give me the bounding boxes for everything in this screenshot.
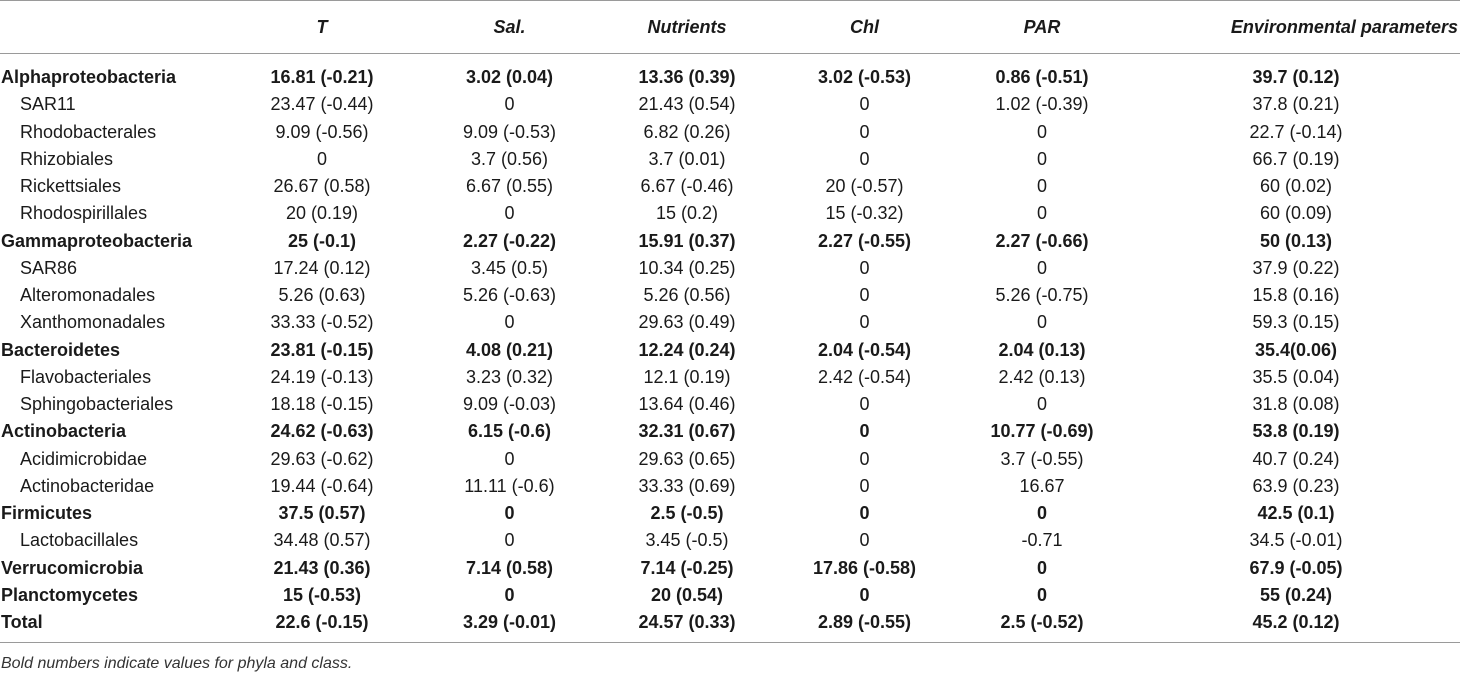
- taxon-cell: Bacteroidetes: [1, 339, 121, 360]
- env-params-cell: 22.7 (-0.14): [1249, 121, 1343, 142]
- env-params-cell: 66.7 (0.19): [1252, 148, 1340, 169]
- table-row-group: [0, 418, 1460, 445]
- nutrients-cell: 29.63 (0.49): [638, 312, 736, 333]
- nutrients-cell: 2.5 (-0.5): [650, 503, 724, 524]
- table-row-group: [0, 555, 1460, 582]
- par-cell: 0: [1036, 257, 1047, 278]
- t-cell: 15 (-0.53): [282, 584, 362, 605]
- par-cell: 0: [1036, 503, 1047, 524]
- t-cell: 0: [316, 148, 327, 169]
- env-params-cell: 63.9 (0.23): [1252, 475, 1340, 496]
- env-params-cell: 37.9 (0.22): [1252, 257, 1340, 278]
- env-params-cell: 34.5 (-0.01): [1249, 530, 1343, 551]
- par-cell: 0: [1036, 312, 1047, 333]
- taxon-cell: Verrucomicrobia: [1, 557, 144, 578]
- t-cell: 18.18 (-0.15): [270, 394, 374, 415]
- chl-cell: 2.27 (-0.55): [817, 230, 912, 251]
- par-cell: 16.67: [1019, 475, 1065, 496]
- table-row-subgroup: [0, 473, 1460, 500]
- t-cell: 29.63 (-0.62): [270, 448, 374, 469]
- chl-cell: 2.42 (-0.54): [817, 366, 912, 387]
- t-cell: 9.09 (-0.56): [275, 121, 369, 142]
- t-cell: 5.26 (0.63): [278, 285, 366, 306]
- sal-cell: 0: [504, 312, 515, 333]
- sal-cell: 2.27 (-0.22): [462, 230, 557, 251]
- par-cell: 0: [1036, 584, 1047, 605]
- nutrients-cell: 3.7 (0.01): [648, 148, 726, 169]
- t-cell: 23.47 (-0.44): [270, 94, 374, 115]
- env-params-cell: 59.3 (0.15): [1252, 312, 1340, 333]
- table-footnote: Bold numbers indicate values for phyla and class.: [1, 655, 353, 673]
- taxon-cell: Firmicutes: [1, 503, 93, 524]
- env-params-cell: 42.5 (0.1): [1257, 503, 1335, 524]
- sal-cell: 9.09 (-0.53): [462, 121, 557, 142]
- nutrients-cell: 7.14 (-0.25): [640, 557, 734, 578]
- taxon-cell: Actinobacteridae: [20, 475, 155, 496]
- nutrients-cell: 6.82 (0.26): [643, 121, 731, 142]
- sal-cell: 0: [504, 584, 515, 605]
- t-cell: 21.43 (0.36): [273, 557, 371, 578]
- taxon-cell: Xanthomonadales: [20, 312, 166, 333]
- table-row-subgroup: [0, 200, 1460, 227]
- par-cell: 1.02 (-0.39): [995, 94, 1089, 115]
- chl-cell: 0: [859, 475, 870, 496]
- env-params-cell: 35.4(0.06): [1254, 339, 1338, 360]
- t-cell: 24.62 (-0.63): [270, 421, 374, 442]
- sal-cell: 0: [504, 503, 515, 524]
- table-row-subgroup: [0, 309, 1460, 336]
- chl-cell: 0: [859, 94, 870, 115]
- chl-cell: 20 (-0.57): [825, 176, 904, 197]
- nutrients-cell: 29.63 (0.65): [638, 448, 736, 469]
- t-cell: 25 (-0.1): [287, 230, 357, 251]
- header-cell-environmental-parameters: Environmental parameters: [1132, 1, 1460, 54]
- table-row-subgroup: [0, 146, 1460, 173]
- table-row-subgroup: [0, 91, 1460, 118]
- env-params-cell: 60 (0.09): [1259, 203, 1333, 224]
- taxon-cell: Rhodospirillales: [20, 203, 148, 224]
- sal-cell: 0: [504, 94, 515, 115]
- par-cell: 2.42 (0.13): [998, 366, 1086, 387]
- taxon-cell: Alteromonadales: [20, 285, 156, 306]
- taxon-cell: Alphaproteobacteria: [1, 67, 177, 88]
- nutrients-cell: 20 (0.54): [650, 584, 724, 605]
- sal-cell: 3.29 (-0.01): [422, 609, 597, 643]
- par-cell: 0: [1036, 203, 1047, 224]
- chl-cell: 0: [859, 312, 870, 333]
- env-params-cell: 67.9 (-0.05): [1249, 557, 1343, 578]
- sal-cell: 3.45 (0.5): [470, 257, 549, 278]
- sal-cell: 3.02 (0.04): [465, 67, 554, 88]
- par-cell: 0: [1036, 176, 1047, 197]
- chl-cell: 2.89 (-0.55): [777, 609, 952, 643]
- env-params-cell: 40.7 (0.24): [1252, 448, 1340, 469]
- env-params-cell: 60 (0.02): [1259, 176, 1333, 197]
- taxon-cell: Acidimicrobidae: [20, 448, 148, 469]
- taxon-cell: Rickettsiales: [20, 176, 122, 197]
- chl-cell: 0: [859, 584, 870, 605]
- nutrients-cell: 24.57 (0.33): [597, 609, 777, 643]
- env-params-cell: 50 (0.13): [1259, 230, 1333, 251]
- nutrients-cell: 21.43 (0.54): [638, 94, 736, 115]
- chl-cell: 0: [859, 121, 870, 142]
- chl-cell: 3.02 (-0.53): [817, 67, 912, 88]
- table-row-group: [0, 582, 1460, 609]
- header-cell-par: PAR: [952, 1, 1132, 54]
- nutrients-cell: 3.45 (-0.5): [645, 530, 729, 551]
- chl-cell: 0: [859, 448, 870, 469]
- taxon-cell: Planctomycetes: [1, 584, 139, 605]
- table-row-group: [0, 54, 1460, 92]
- table-row-subgroup: [0, 119, 1460, 146]
- chl-cell: 0: [859, 503, 870, 524]
- table-header: [0, 1, 1460, 54]
- chl-cell: 0: [859, 394, 870, 415]
- taxon-cell: Flavobacteriales: [20, 366, 152, 387]
- chl-cell: 0: [859, 285, 870, 306]
- nutrients-cell: 12.24 (0.24): [638, 339, 736, 360]
- par-cell: 2.27 (-0.66): [995, 230, 1089, 251]
- par-cell: 0: [1036, 557, 1047, 578]
- nutrients-cell: 5.26 (0.56): [643, 285, 731, 306]
- sal-cell: 3.7 (0.56): [470, 148, 549, 169]
- chl-cell: 17.86 (-0.58): [812, 557, 917, 578]
- header-cell-taxon: [0, 1, 222, 54]
- nutrients-cell: 15.91 (0.37): [638, 230, 736, 251]
- table-row-subgroup: [0, 282, 1460, 309]
- par-cell: 0: [1036, 148, 1047, 169]
- header-cell-t: T: [222, 1, 422, 54]
- nutrients-cell: 33.33 (0.69): [638, 475, 736, 496]
- t-cell: 16.81 (-0.21): [270, 67, 374, 88]
- t-cell: 37.5 (0.57): [278, 503, 366, 524]
- sal-cell: 6.67 (0.55): [465, 176, 554, 197]
- sal-cell: 0: [504, 530, 515, 551]
- par-cell: 2.5 (-0.52): [952, 609, 1132, 643]
- env-params-cell: 31.8 (0.08): [1252, 394, 1340, 415]
- par-cell: 10.77 (-0.69): [990, 421, 1094, 442]
- table-row-group: [0, 228, 1460, 255]
- header-cell-chl: Chl: [777, 1, 952, 54]
- par-cell: 2.04 (0.13): [998, 339, 1086, 360]
- nutrients-cell: 10.34 (0.25): [638, 257, 736, 278]
- taxon-cell: SAR11: [20, 94, 76, 115]
- par-cell: 3.7 (-0.55): [1000, 448, 1084, 469]
- t-cell: 26.67 (0.58): [273, 176, 371, 197]
- par-cell: 0.86 (-0.51): [995, 67, 1089, 88]
- taxon-cell: Gammaproteobacteria: [1, 230, 193, 251]
- taxon-cell: Rhizobiales: [20, 148, 114, 169]
- par-cell: -0.71: [1021, 530, 1063, 551]
- env-params-cell: 35.5 (0.04): [1252, 366, 1340, 387]
- par-cell: 5.26 (-0.75): [995, 285, 1089, 306]
- chl-cell: 0: [859, 530, 870, 551]
- t-cell: 19.44 (-0.64): [270, 475, 374, 496]
- sal-cell: 5.26 (-0.63): [462, 285, 557, 306]
- t-cell: 22.6 (-0.15): [222, 609, 422, 643]
- taxon-cell: Sphingobacteriales: [20, 394, 174, 415]
- nutrients-cell: 32.31 (0.67): [638, 421, 736, 442]
- header-cell-sal: Sal.: [422, 1, 597, 54]
- taxon-cell: Rhodobacterales: [20, 121, 157, 142]
- table-row-subgroup: [0, 364, 1460, 391]
- t-cell: 34.48 (0.57): [273, 530, 371, 551]
- table-row-group: [0, 337, 1460, 364]
- env-params-cell: 37.8 (0.21): [1252, 94, 1340, 115]
- env-params-cell: 39.7 (0.12): [1252, 67, 1340, 88]
- nutrients-cell: 6.67 (-0.46): [640, 176, 734, 197]
- header-cell-nutrients: Nutrients: [597, 1, 777, 54]
- env-params-cell: 45.2 (0.12): [1132, 609, 1460, 643]
- table-row-subgroup: [0, 391, 1460, 418]
- chl-cell: 2.04 (-0.54): [817, 339, 912, 360]
- taxon-cell: Total: [0, 609, 222, 643]
- env-params-cell: 55 (0.24): [1259, 584, 1333, 605]
- nutrients-cell: 13.64 (0.46): [638, 394, 736, 415]
- nutrients-cell: 15 (0.2): [655, 203, 719, 224]
- chl-cell: 15 (-0.32): [825, 203, 904, 224]
- table-row-subgroup: [0, 527, 1460, 554]
- sal-cell: 0: [504, 203, 515, 224]
- header-row: [0, 1, 1460, 54]
- table-row-subgroup: [0, 255, 1460, 282]
- sal-cell: 9.09 (-0.03): [462, 394, 557, 415]
- sal-cell: 3.23 (0.32): [465, 366, 554, 387]
- t-cell: 23.81 (-0.15): [270, 339, 374, 360]
- sal-cell: 6.15 (-0.6): [467, 421, 552, 442]
- taxon-cell: Actinobacteria: [1, 421, 127, 442]
- env-params-cell: 53.8 (0.19): [1252, 421, 1340, 442]
- sal-cell: 0: [504, 448, 515, 469]
- taxon-cell: Lactobacillales: [20, 530, 139, 551]
- nutrients-cell: 12.1 (0.19): [643, 366, 731, 387]
- table-body: [0, 54, 1460, 643]
- nutrients-cell: 13.36 (0.39): [638, 67, 736, 88]
- chl-cell: 0: [859, 257, 870, 278]
- table-row-group: [0, 609, 1460, 643]
- table-row-subgroup: [0, 173, 1460, 200]
- t-cell: 20 (0.19): [285, 203, 359, 224]
- chl-cell: 0: [859, 148, 870, 169]
- par-cell: 0: [1036, 121, 1047, 142]
- t-cell: 17.24 (0.12): [273, 257, 371, 278]
- table-row-group: [0, 500, 1460, 527]
- par-cell: 0: [1036, 394, 1047, 415]
- env-params-cell: 15.8 (0.16): [1252, 285, 1340, 306]
- sal-cell: 7.14 (0.58): [465, 557, 554, 578]
- taxon-cell: SAR86: [20, 257, 78, 278]
- t-cell: 33.33 (-0.52): [270, 312, 374, 333]
- sal-cell: 11.11 (-0.6): [464, 475, 555, 496]
- t-cell: 24.19 (-0.13): [270, 366, 374, 387]
- chl-cell: 0: [859, 421, 870, 442]
- table-row-subgroup: [0, 446, 1460, 473]
- sal-cell: 4.08 (0.21): [465, 339, 554, 360]
